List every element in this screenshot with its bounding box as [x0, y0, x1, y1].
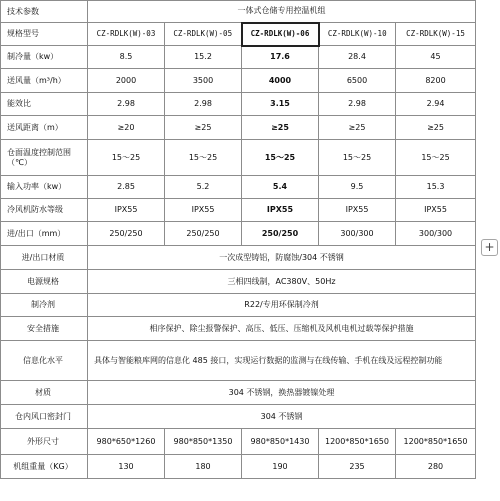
merged-row: [1, 246, 476, 270]
value-cell: 2.94: [396, 93, 476, 116]
row-label: 制冷剂: [1, 294, 88, 317]
spec-row: [1, 429, 476, 455]
spec-row: [1, 455, 476, 479]
value-cell: ≥25: [319, 116, 396, 140]
merged-row: [1, 294, 476, 317]
value-cell: 9.5: [319, 176, 396, 199]
value-cell: 300/300: [319, 222, 396, 246]
value-cell: 4000: [242, 69, 319, 93]
row-label: 安全措施: [1, 317, 88, 341]
row-label: 进/出口材质: [1, 246, 88, 270]
value-cell: 2.98: [319, 93, 396, 116]
value-cell: 280: [396, 455, 476, 479]
merged-value: 具体与智能粮库网的信息化 485 接口，实现运行数据的监测与在线传输、手机在线及远程控制功能: [88, 341, 476, 381]
value-cell: ≥25: [242, 116, 319, 140]
value-cell: 2.85: [88, 176, 165, 199]
row-label: 送风距离（m）: [1, 116, 88, 140]
value-cell: 15.2: [165, 46, 242, 69]
value-cell: 17.6: [242, 46, 319, 69]
header-label: 技术参数: [1, 1, 88, 23]
row-label: 冷风机防水等级: [1, 199, 88, 222]
value-cell: 15～25: [88, 140, 165, 176]
value-cell: 15～25: [242, 140, 319, 176]
value-cell: 235: [319, 455, 396, 479]
value-cell: 8200: [396, 69, 476, 93]
merged-row: [1, 317, 476, 341]
spec-row: [1, 69, 476, 93]
merged-value: 三相四线制，AC380V、50Hz: [88, 270, 476, 294]
merged-row: [1, 270, 476, 294]
value-cell: 250/250: [165, 222, 242, 246]
value-cell: 28.4: [319, 46, 396, 69]
value-cell: 15～25: [396, 140, 476, 176]
header-title: 一体式仓储专用控温机组: [88, 1, 476, 23]
merged-row: [1, 381, 476, 405]
row-label: 仓面温度控制范围（℃）: [1, 140, 88, 176]
value-cell: IPX55: [88, 199, 165, 222]
value-cell: 2.98: [165, 93, 242, 116]
model-cell: CZ-RDLK(W)-15: [396, 23, 476, 46]
value-cell: 980*850*1430: [242, 429, 319, 455]
merged-row: [1, 341, 476, 381]
merged-row: [1, 405, 476, 429]
value-cell: IPX55: [242, 199, 319, 222]
spec-row: [1, 46, 476, 69]
value-cell: 190: [242, 455, 319, 479]
value-cell: 130: [88, 455, 165, 479]
spec-row: [1, 176, 476, 199]
row-label: 进/出口（mm）: [1, 222, 88, 246]
model-cell: CZ-RDLK(W)-05: [165, 23, 242, 46]
value-cell: 980*850*1350: [165, 429, 242, 455]
value-cell: 250/250: [88, 222, 165, 246]
spec-row: [1, 116, 476, 140]
row-label: 材质: [1, 381, 88, 405]
spec-row: [1, 93, 476, 116]
value-cell: 15～25: [319, 140, 396, 176]
header-row: [1, 1, 476, 23]
value-cell: IPX55: [396, 199, 476, 222]
row-label: 能效比: [1, 93, 88, 116]
value-cell: 6500: [319, 69, 396, 93]
value-cell: ≥25: [396, 116, 476, 140]
model-label: 规格型号: [1, 23, 88, 46]
merged-value: 304 不锈钢，换热器镀镍处理: [88, 381, 476, 405]
spec-row: [1, 222, 476, 246]
value-cell: 180: [165, 455, 242, 479]
value-cell: 45: [396, 46, 476, 69]
spec-row: [1, 199, 476, 222]
model-row: [1, 23, 476, 46]
row-label: 送风量（m³/h）: [1, 69, 88, 93]
value-cell: 1200*850*1650: [319, 429, 396, 455]
value-cell: 8.5: [88, 46, 165, 69]
value-cell: 5.4: [242, 176, 319, 199]
merged-value: 304 不锈钢: [88, 405, 476, 429]
value-cell: 15.3: [396, 176, 476, 199]
merged-value: 一次成型铸铝，防腐蚀/304 不锈钢: [88, 246, 476, 270]
model-cell: CZ-RDLK(W)-03: [88, 23, 165, 46]
merged-value: 相序保护、除尘报警保护、高压、低压、压缩机及风机电机过载等保护措施: [88, 317, 476, 341]
value-cell: 980*650*1260: [88, 429, 165, 455]
row-label: 输入功率（kw）: [1, 176, 88, 199]
value-cell: 15～25: [165, 140, 242, 176]
value-cell: IPX55: [165, 199, 242, 222]
row-label: 电源规格: [1, 270, 88, 294]
value-cell: ≥25: [165, 116, 242, 140]
value-cell: 2000: [88, 69, 165, 93]
value-cell: 300/300: [396, 222, 476, 246]
value-cell: IPX55: [319, 199, 396, 222]
row-label: 机组重量（KG）: [1, 455, 88, 479]
value-cell: 1200*850*1650: [396, 429, 476, 455]
row-label: 信息化水平: [1, 341, 88, 381]
value-cell: 2.98: [88, 93, 165, 116]
add-button[interactable]: +: [481, 239, 498, 256]
model-cell-highlighted: CZ-RDLK(W)-06: [242, 23, 319, 46]
row-label: 外形尺寸: [1, 429, 88, 455]
spec-row: [1, 140, 476, 176]
value-cell: ≥20: [88, 116, 165, 140]
value-cell: 250/250: [242, 222, 319, 246]
value-cell: 5.2: [165, 176, 242, 199]
value-cell: 3.15: [242, 93, 319, 116]
model-cell: CZ-RDLK(W)-10: [319, 23, 396, 46]
value-cell: 3500: [165, 69, 242, 93]
merged-value: R22/专用环保制冷剂: [88, 294, 476, 317]
row-label: 仓内风口密封门: [1, 405, 88, 429]
row-label: 制冷量（kw）: [1, 46, 88, 69]
